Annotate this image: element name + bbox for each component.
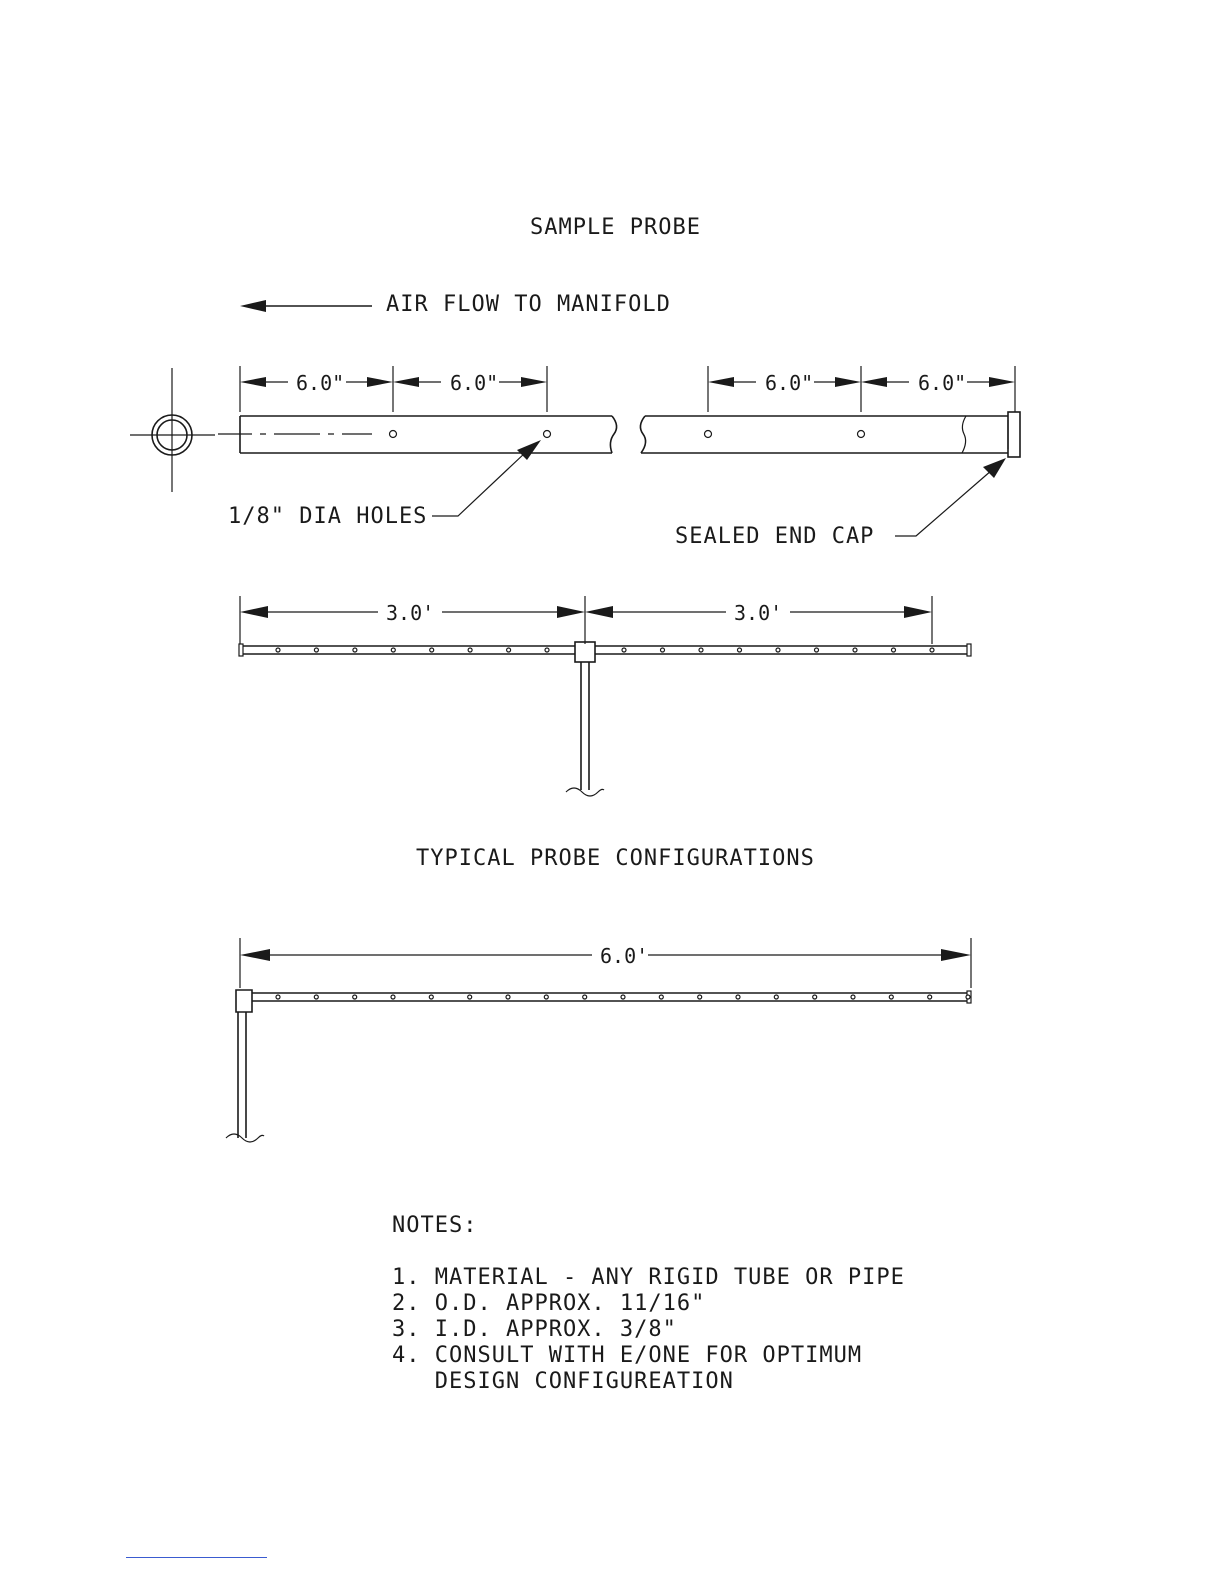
probe-hole bbox=[583, 995, 587, 999]
probe-hole bbox=[705, 431, 712, 438]
probe-hole bbox=[544, 431, 551, 438]
probe-hole bbox=[892, 648, 896, 652]
drawing-title: SAMPLE PROBE bbox=[530, 215, 701, 240]
note-item: 1. MATERIAL - ANY RIGID TUBE OR PIPE bbox=[392, 1265, 905, 1290]
probe-hole bbox=[468, 648, 472, 652]
probe-hole bbox=[430, 648, 434, 652]
dim-label: 3.0' bbox=[734, 601, 783, 625]
probe-hole bbox=[774, 995, 778, 999]
config-title: TYPICAL PROBE CONFIGURATIONS bbox=[416, 846, 815, 871]
note-item: 2. O.D. APPROX. 11/16" bbox=[392, 1291, 706, 1316]
probe-hole bbox=[391, 648, 395, 652]
dim-label: 3.0' bbox=[386, 601, 435, 625]
notes-block bbox=[392, 1213, 905, 1394]
probe-hole bbox=[738, 648, 742, 652]
probe-hole bbox=[506, 995, 510, 999]
holes-leader bbox=[432, 440, 541, 516]
probe-hole bbox=[930, 648, 934, 652]
holes-label: 1/8" DIA HOLES bbox=[228, 504, 428, 529]
probe-hole bbox=[815, 648, 819, 652]
end-cap-leader bbox=[895, 458, 1006, 536]
probe-hole bbox=[966, 995, 970, 999]
probe-hole bbox=[276, 995, 280, 999]
elbow-configuration bbox=[226, 938, 971, 1142]
probe-hole bbox=[621, 995, 625, 999]
probe-hole bbox=[851, 995, 855, 999]
elbow-holes bbox=[276, 995, 970, 999]
probe-hole bbox=[622, 648, 626, 652]
probe-hole bbox=[659, 995, 663, 999]
air-flow-label: AIR FLOW TO MANIFOLD bbox=[386, 292, 671, 317]
probe-hole bbox=[429, 995, 433, 999]
probe-hole bbox=[661, 648, 665, 652]
probe-hole bbox=[698, 995, 702, 999]
tee-holes bbox=[276, 648, 934, 652]
probe-cross-section bbox=[130, 368, 215, 492]
footer-rule bbox=[126, 1557, 267, 1558]
probe-hole bbox=[776, 648, 780, 652]
tee-configuration bbox=[239, 596, 971, 796]
dim-label: 6.0" bbox=[296, 371, 345, 395]
probe-hole bbox=[314, 995, 318, 999]
probe-hole bbox=[699, 648, 703, 652]
air-flow-arrow bbox=[240, 300, 372, 312]
dim-label: 6.0' bbox=[600, 944, 649, 968]
probe-hole bbox=[353, 995, 357, 999]
probe-hole bbox=[544, 995, 548, 999]
probe-hole bbox=[468, 995, 472, 999]
note-item: DESIGN CONFIGUREATION bbox=[392, 1369, 734, 1394]
probe-segment-right bbox=[640, 412, 1020, 457]
probe-hole bbox=[391, 995, 395, 999]
probe-hole bbox=[813, 995, 817, 999]
note-item: 4. CONSULT WITH E/ONE FOR OPTIMUM bbox=[392, 1343, 863, 1368]
probe-hole bbox=[314, 648, 318, 652]
probe-hole bbox=[736, 995, 740, 999]
dim-label: 6.0" bbox=[765, 371, 814, 395]
sealed-end-cap bbox=[1008, 412, 1020, 457]
probe-hole bbox=[889, 995, 893, 999]
dim-label: 6.0" bbox=[918, 371, 967, 395]
probe-hole bbox=[928, 995, 932, 999]
note-item: 3. I.D. APPROX. 3/8" bbox=[392, 1317, 677, 1342]
dim-label: 6.0" bbox=[450, 371, 499, 395]
notes-heading: NOTES: bbox=[392, 1213, 478, 1238]
probe-hole bbox=[858, 431, 865, 438]
probe-hole bbox=[390, 431, 397, 438]
probe-hole bbox=[276, 648, 280, 652]
probe-hole bbox=[507, 648, 511, 652]
probe-hole bbox=[353, 648, 357, 652]
detail-dimensions bbox=[240, 366, 1015, 412]
probe-hole bbox=[853, 648, 857, 652]
end-cap-label: SEALED END CAP bbox=[675, 524, 875, 549]
probe-hole bbox=[545, 648, 549, 652]
